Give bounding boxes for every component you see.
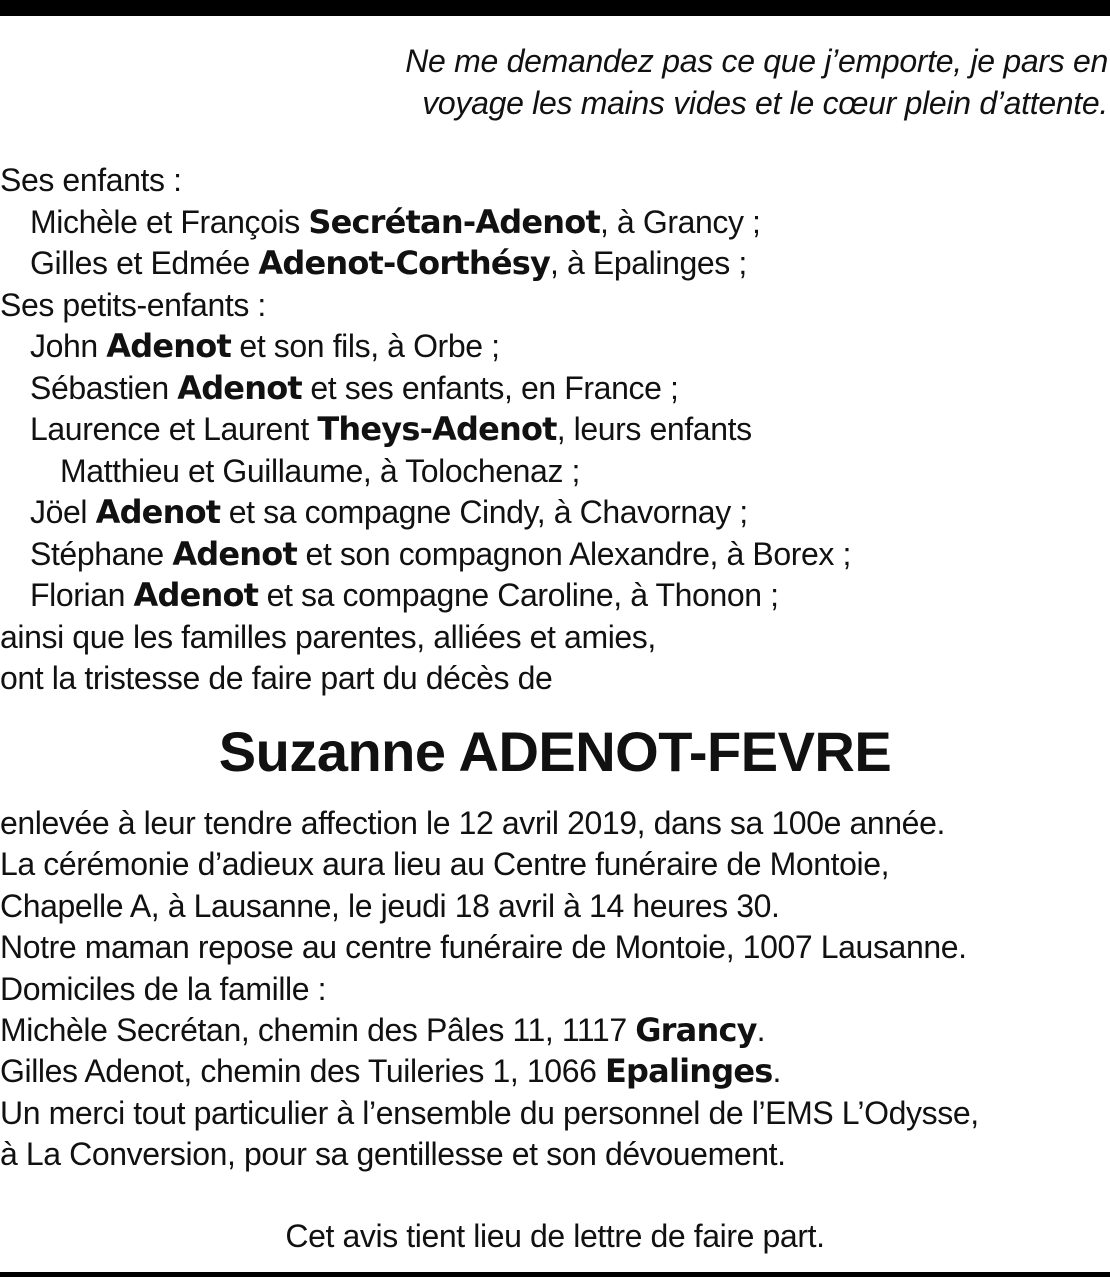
entry-text: Michèle et François <box>30 203 309 240</box>
grandchildren-heading: Ses petits-enfants : <box>0 286 266 323</box>
entry-text: , leurs enfants <box>556 411 752 447</box>
ceremony-details <box>0 803 1108 1176</box>
family-name: Adenot <box>172 534 297 573</box>
entry-text: Jöel <box>30 494 96 530</box>
relatives-line: ainsi que les familles parentes, alliées et amies, <box>0 618 656 655</box>
entry-text: et son fils, à Orbe ; <box>230 328 500 364</box>
family-name: Secrétan-Adenot <box>308 202 600 241</box>
entry-text: et sa compagne Cindy, à Chavornay ; <box>220 494 748 530</box>
ceremony-line: Chapelle A, à Lausanne, le jeudi 18 avril à 14 heures 30. <box>0 887 780 924</box>
domicile-line <box>0 1010 1108 1051</box>
family-name: Adenot <box>106 327 231 365</box>
epigraph-line-1: Ne me demandez pas ce que j’emporte, je pars en <box>405 43 1108 79</box>
address-text: . <box>772 1053 782 1090</box>
entry-text: , à Grancy ; <box>599 203 761 240</box>
domiciles-heading: Domiciles de la famille : <box>0 970 327 1007</box>
family-name: Adenot <box>95 493 221 531</box>
entry-text: et sa compagne Caroline, à Thonon ; <box>258 577 779 613</box>
entry-text: Sébastien <box>30 369 178 406</box>
thanks-line: Un merci tout particulier à l’ensemble du personnel de l’EMS L’Odysse, <box>0 1094 979 1131</box>
entry-text: et ses enfants, en France ; <box>301 369 679 406</box>
family-entry <box>0 202 1108 244</box>
family-name: Adenot-Corthésy <box>258 244 551 282</box>
entry-text: John <box>30 328 107 364</box>
family-entry <box>0 575 1108 617</box>
town-name: Grancy <box>635 1011 757 1050</box>
announcement-line: ont la tristesse de faire part du décès de <box>0 660 553 696</box>
address-text: . <box>756 1012 766 1049</box>
entry-text: Stéphane <box>30 535 173 572</box>
epigraph-line-2: voyage les mains vides et le cœur plein d’attente. <box>422 85 1108 121</box>
bottom-rule <box>0 1272 1110 1277</box>
family-list <box>0 160 1108 700</box>
children-heading: Ses enfants : <box>0 162 182 198</box>
family-entry <box>0 409 1108 451</box>
family-entry-continuation: Matthieu et Guillaume, à Tolochenaz ; <box>60 452 581 489</box>
ceremony-line: La cérémonie d’adieux aura lieu au Centre funéraire de Montoie, <box>0 846 890 883</box>
town-name: Epalinges <box>604 1052 773 1091</box>
entry-text: Gilles et Edmée <box>30 245 259 281</box>
address-text: Michèle Secrétan, chemin des Pâles 11, 1117 <box>0 1012 636 1049</box>
family-entry <box>0 368 1108 410</box>
top-rule <box>0 0 1110 16</box>
entry-text: , à Epalinges ; <box>550 245 747 281</box>
entry-text: et son compagnon Alexandre, à Borex ; <box>296 535 852 572</box>
family-entry <box>0 534 1108 576</box>
deceased-name: Suzanne ADENOT-FEVRE <box>218 720 892 783</box>
family-entry <box>0 492 1108 534</box>
footer-note: Cet avis tient lieu de lettre de faire part. <box>285 1218 825 1254</box>
family-name: Adenot <box>177 368 302 407</box>
family-name: Adenot <box>133 576 259 614</box>
death-line: enlevée à leur tendre affection le 12 avril 2019, dans sa 100e année. <box>0 805 945 841</box>
family-name: Theys-Adenot <box>317 410 557 448</box>
family-entry <box>0 243 1108 285</box>
thanks-line: à La Conversion, pour sa gentillesse et son dévouement. <box>0 1136 786 1173</box>
epigraph-quote <box>208 40 1108 124</box>
entry-text: Florian <box>30 577 134 613</box>
address-text: Gilles Adenot, chemin des Tuileries 1, 1066 <box>0 1053 605 1090</box>
domicile-line <box>0 1051 1108 1092</box>
entry-text: Laurence et Laurent <box>30 411 318 447</box>
rest-place-line: Notre maman repose au centre funéraire de Montoie, 1007 Lausanne. <box>0 929 967 966</box>
family-entry <box>0 326 1108 368</box>
